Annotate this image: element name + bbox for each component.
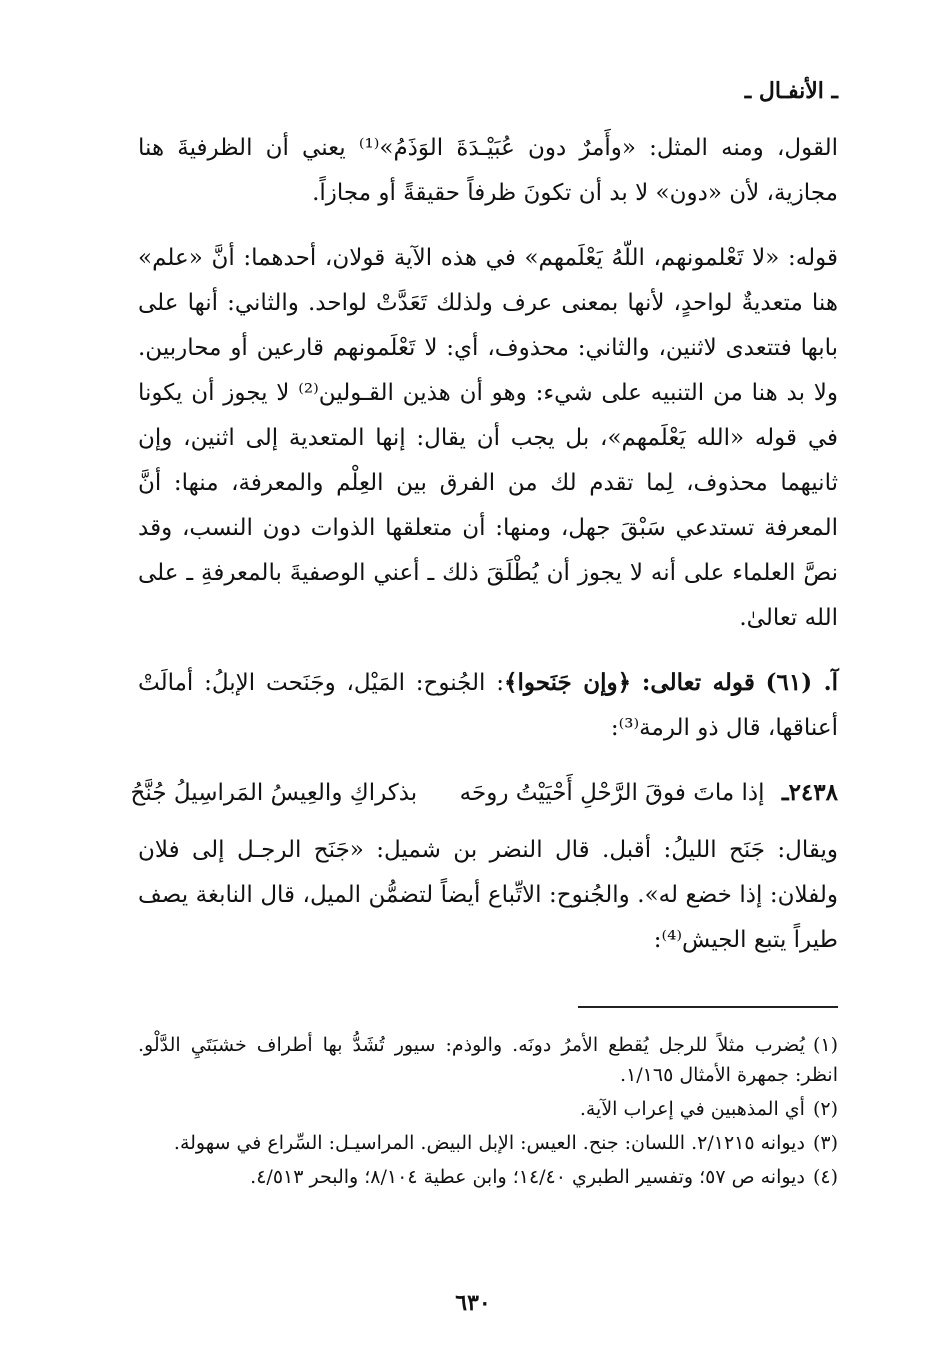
paragraph-2: قوله: «لا تَعْلمونهم، اللّهُ يَعْلَمهم» في هذه الآية قولان، أحدهما: أنَّ «علم» هنا متعديةٌ لواحدٍ، لأنها بمعنى عرف ولذلك تَعَدَّتْ لواحد. والثاني: أنها على بابها فتتعدى لاثنين، والثاني: محذوف، أي: لا تَعْلَمونهم قارعين أو محاربين. ولا بد هنا من التنبيه على شيء: وهو أن هذين القـولين⁽²⁾ لا يجوز أن يكونا في قوله «الله يَعْلَمهم»، بل يجب أن يقال: إنها المتعدية إلى اثنين، وإن ثانيهما محذوف، لِما تقدم لك من الفرق بين العِلْم والمعرفة، منها: أنَّ المعرفة تستدعي سَبْقَ جهل، ومنها: أن متعلقها الذوات دون النسب، وقد نصَّ العلماء على أنه لا يجوز أن يُطْلَقَ ذلك ـ أعني الوصفيةَ بالمعرفةِ ـ على الله تعالىٰ. xyxy=(138,245,839,631)
footnote-number: (٣) xyxy=(812,1132,838,1154)
poem-hemistich-1: إذا ماتَ فوقَ الرَّحْلِ أَحْيَيْتُ روحَه xyxy=(459,780,765,806)
footnote xyxy=(138,1030,838,1090)
page-number: ٦٣٠ xyxy=(455,1290,491,1316)
paragraph-4: ويقال: جَنَح الليلُ: أقبل. قال النضر بن شميل: «جَنَح الرجـل إلى فلان ولفلان: إذا خضع له». والجُنوح: الاتِّباع أيضاً لتضمُّن الميل، قال النابغة يصف طيراً يتبع الجيش⁽⁴⁾: xyxy=(138,837,838,953)
footnote-number: (٢) xyxy=(812,1098,838,1120)
footnote-text: يُضرب مثلاً للرجل يُقطع الأمرُ دونَه. والوذم: سيور تُشَدُّ بها أطراف خشبَتَيِ الدَّلْو. انظر: جمهرة الأمثال ١/١٦٥. xyxy=(138,1034,838,1086)
footnotes-list xyxy=(138,1030,838,1196)
footnote xyxy=(138,1128,838,1158)
footnote-number: (٤) xyxy=(812,1166,838,1188)
footnote-text: ديوانه ٢/١٢١٥. اللسان: جنح. العيس: الإبل البيض. المراسيـل: السِّراع في سهولة. xyxy=(173,1132,805,1154)
footnote-text: أي المذهبين في إعراب الآية. xyxy=(579,1098,805,1120)
verse-number: آ. (٦١) xyxy=(765,669,839,696)
poem-line xyxy=(130,770,838,816)
verse-intro: قوله تعالى: xyxy=(641,669,755,696)
poem-number: ٢٤٣٨ـ xyxy=(781,779,838,806)
verse-quote: ﴿وإن جَنَحوا﴾ xyxy=(503,669,632,696)
footnote-number: (١) xyxy=(812,1034,838,1056)
footnote-text: ديوانه ص ٥٧؛ وتفسير الطبري ١٤/٤٠؛ وابن عطية ٨/١٠٤؛ والبحر ٤/٥١٣. xyxy=(250,1166,805,1188)
running-header: ـ الأنفـال ـ xyxy=(744,78,838,104)
poem-hemistich-2: بذكراكِ والعِيسُ المَراسِيلُ جُنَّحُ xyxy=(130,780,418,806)
footnote xyxy=(138,1094,838,1124)
verse-commentary xyxy=(138,660,838,751)
footnote xyxy=(138,1162,838,1192)
paragraph-1: القول، ومنه المثل: «وأَمرٌ دون عُبَيْـدَةَ الوَذَمُ»⁽¹⁾ يعني أن الظرفيةَ هنا مجازية، لأن «دون» لا بد أن تكونَ ظرفاً حقيقةً أو مجازاً. xyxy=(138,135,838,206)
footnote-divider xyxy=(578,1006,838,1008)
verse-commentary-text: : الجُنوح: المَيْل، وجَنَحت الإبلُ: أمالَتْ أعناقها، قال ذو الرمة⁽³⁾: xyxy=(138,670,838,741)
